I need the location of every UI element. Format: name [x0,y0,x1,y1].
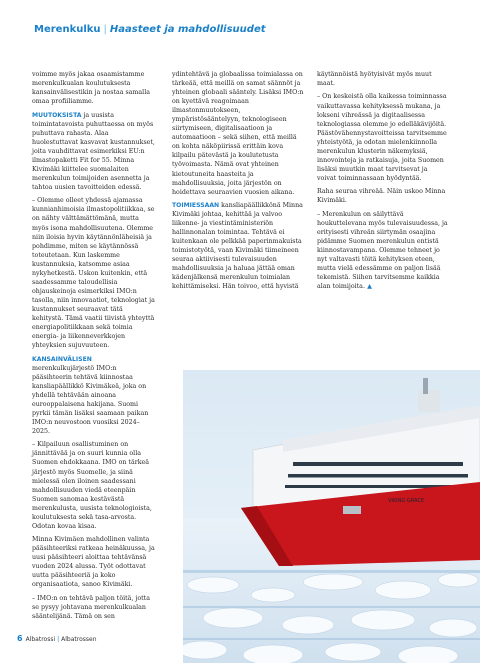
page-number: 6 [17,634,23,643]
paragraph-text: käytännöistä hyötyisivät myös muut maat. [317,71,432,88]
paragraph [317,187,448,205]
article-end-mark: ▲ [364,283,372,291]
paragraph [317,70,448,88]
paragraph-text: – IMO:n on tehtävä paljon töitä, jotta se pysyy johtavana merenkulkualan sääntelijänä. Tämä on sen [32,594,150,621]
paragraph [172,70,306,197]
footer-separator: | [57,636,60,643]
paragraph-text: Minna Kivimäen mahdollinen valinta pääsihteeriksi ratkeaa heinäkuussa, ja uusi pääsihteeri aloittaa tehtävänsä vuoden 2024 alussa. Työt odottavat uutta pääsihteeriä ja koko organisaatiota, sanoo Kivimäki. [32,536,155,589]
paragraph-lead-in: MUUTOKSISTA [32,111,82,119]
paragraph-text: ja uusista toimintatavoista puhuttaessa on myös puhuttava rahasta. Alaa huolestuttavat kasvavat kustannukset, joita vauhdittavat esimerkiksi EU:n ilmastopaketti Fit for 55. Minna Kivimäki kiittelee suomalaiten merenkulun toimijoiden asennetta ja tahtoa uusien tavoitteiden edessä. [32,111,155,191]
paragraph-lead-in: KANSAINVÄLISEN [32,355,92,363]
section-subtitle: Haasteet ja mahdollisuudet [109,24,266,35]
paragraph [317,210,448,291]
paragraph [32,355,156,436]
magazine-name-alt: Albatrossen [61,636,97,643]
paragraph [32,535,156,589]
section-title: Merenkulku [34,24,101,35]
paragraph-text: – Kilpailuun osallistuminen on jännittävää ja on suuri kunnia olla Suomen ehdokkaana. IMO on tärkeä järjestö myös Suomelle, ja siinä mielessä olen iloinen saadessani mahdollisuuden viedä eteenpäin Suomen sanomaa kestävästä merenkulusta, uusista teknologioista, koulutuksesta sekä tasa-arvosta. Odotan kovaa kisaa. [32,441,152,530]
paragraph-text: kansliapäällikkönä Minna Kivimäki johtaa, kehittää ja valvoo liikenne- ja viestintäministeriön hallinnonalan toimintaa. Tehtävä ei kuitenkaan ole pelkkää paperinmakuista toimistotyötä, vaan Kivimäki tiimeineen seuraa aktiivisesti tulevaisuuden mahdollisuuksia ja haluaa jättää oman kädenjälkensä merenkulun toimialan kehittämiseksi. Hän toivoo, että hyvistä [172,202,303,291]
magazine-name: Albatrossi [25,636,56,643]
section-header [34,24,266,35]
paragraph [317,92,448,182]
header-separator: | [103,24,107,35]
paragraph-lead-in: TOIMIESSAAN [172,202,220,210]
paragraph-text: – Merenkulun on säilyttävä houkuttelevana myös tulevaisuudessa, ja erityisesti vihreän siirtymän osaajina pidämme Suomen merenkulun entistä kiinnostavampana. Olemme tehneet jo nyt valtavasti töitä kehityksen eteen, mutta vielä edessämme on paljon lisää tekemistä. Siihen tarvitsemme kaikkia alan toimijoita. [317,210,448,291]
paragraph-text: – Olemme olleet yhdessä ajamassa kunnianhimoisia ilmastopolitiikkaa, se on nähty välttämättömänä, mutta myös isona mahdollisuutena. Olemme niin iloisia hyvin käytännönläheisiä ja pohdimme, miten se käytännössä toteutetaan. Kun laskemme kustannuksia, katsomme asiaa nykyhetkestä. Uskon kuitenkin, että saadessamme taloudellisia ohjauskeinoja esimerkiksi IMO:n tasolla, niin innovaatiot, teknologiat ja kustannukset seuraavat tätä kehitystä. Tämä vaatii tiivistä yhteyttä energiapolitiikkaan sekä toimia energia- ja liikenneverkkojen yhteyksien sujuvuuteen. [32,197,155,350]
paragraph [32,111,156,192]
photo-illustration [183,370,480,663]
paragraph [32,70,156,106]
ship-in-ice-photo [183,370,480,663]
paragraph [32,196,156,350]
page-footer [17,634,97,643]
article-column-3 [317,70,448,296]
article-column-1 [32,70,156,625]
article-column-2 [172,70,306,296]
paragraph-text: voimme myös jakaa osaamistamme merenkulkualan koulutuksesta kansainvälisestikin ja nostaa samalla omaa profiiliamme. [32,71,150,106]
paragraph-text: merenkulkujärjestö IMO:n pääsihteerin tehtävä kiinnostaa kansliapäällikkö Kivimäkeä, joka on yhdellä tehtävään ainoana eurooppalaisena hakijana. Suomi pyrkii tämän lisäksi saamaan paikan IMO:n neuvostoon vuosiksi 2024–2025. [32,364,149,435]
ship-name-label: VIKING GRACE [388,498,424,504]
paragraph [32,440,156,530]
paragraph-text: – On keskeistä olla kaikessa toiminnassa vaikuttavassa kehityksessä mukana, ja lokseni vihreässä ja digitaalisessa teknologiassa olemme jo edelläkävijöitä. Päästövähennystavoitteissa tarvitsemme yhteistyötä, ja odotan mielenkiinnolla merenkulun klusterin näkemyksiä, innovointeja ja ratkaisuja, joita Suomen lisäksi muutkin maat tarvitsevat ja voivat toiminnassaan hyödyntää. [317,93,447,182]
paragraph-text: ydintehtävä ja globaalissa toimialassa on tärkeää, että meillä on samat säännöt ja yhteinen globaali sääntely. Lisäksi IMO:n on kyettävä reagoimaan ilmastonmuutokseen, ympäristösääntelyyn, teknologiseen siirtymiseen, digitalisaatioon ja automaatioon – sekä siihen, että meillä on kohta näköpiirissä erittäin kova kilpailu pätevästä ja koulutetusta työvoimasta. Nämä ovat yhteinen kietoutuneita haasteita ja mahdollisuuksia, joita järjestön on hoidettava seuraavien vuosien aikana. [172,71,304,196]
paragraph [32,594,156,621]
paragraph [172,201,306,291]
paragraph-text: Raha seuraa vihreää. Näin uskoo Minna Kivimäki. [317,188,446,205]
